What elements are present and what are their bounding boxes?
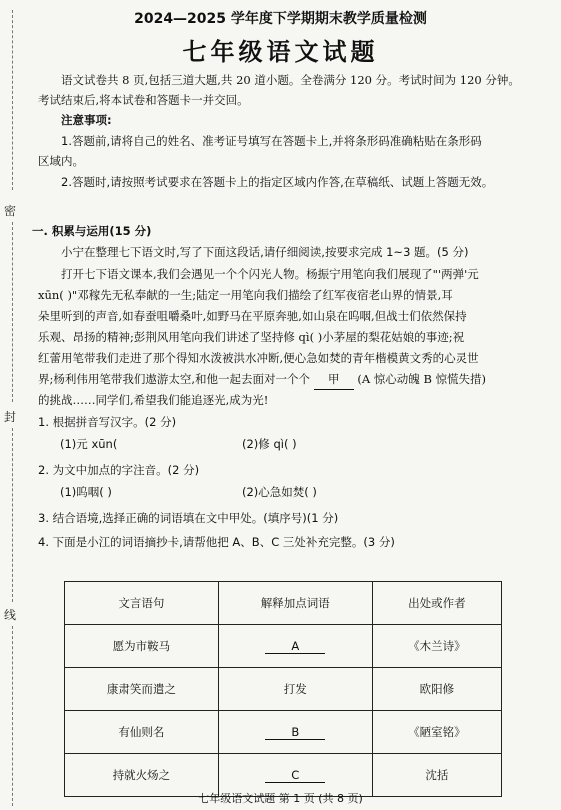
table-cell: 《陋室铭》 (372, 711, 501, 754)
passage-blank-jia: 甲 (314, 369, 354, 390)
seal-char-xian: 线 (4, 608, 17, 622)
question-1: 1. 根据拼音写汉字。(2 分) (38, 415, 177, 429)
question-2-a: (1)呜咽( ) (60, 485, 112, 499)
column-header: 解释加点词语 (218, 582, 372, 625)
notes-item-2: 2.答题时,请按照考试要求在答题卡上的指定区域内作答,在草稿纸、试题上答题无效。 (61, 175, 494, 189)
column-header: 文言语句 (65, 582, 219, 625)
intro-line-1: 语文试卷共 8 页,包括三道大题,共 20 道小题。全卷满分 120 分。考试时间为 120 分钟。 (61, 73, 520, 87)
seal-char-feng: 封 (4, 410, 17, 424)
table-cell: 康肃笑而遣之 (65, 668, 219, 711)
seal-dash-line (12, 626, 14, 806)
answer-blank-c: C (265, 768, 325, 783)
passage-line: 乐观、昂扬的精神;彭荆风用笔向我们讲述了坚持修 qì( )小茅屋的梨花姑娘的事迹;祝 (38, 330, 465, 344)
question-4: 4. 下面是小江的词语摘抄卡,请帮他把 A、B、C 三处补充完整。(3 分) (38, 535, 395, 549)
subject-title: 七年级语文试题 (182, 37, 379, 66)
table-row (65, 625, 502, 668)
notes-heading: 注意事项: (61, 113, 112, 127)
table-cell: 持就火炀之 (65, 754, 219, 797)
seal-char-mi: 密 (4, 204, 17, 218)
table-cell: 欧阳修 (372, 668, 501, 711)
notes-item-1b: 区域内。 (38, 154, 84, 168)
table-cell: 愿为市鞍马 (65, 625, 219, 668)
answer-blank-a: A (265, 639, 325, 654)
table-cell: 有仙则名 (65, 711, 219, 754)
column-header: 出处或作者 (372, 582, 501, 625)
table-header-row (65, 582, 502, 625)
passage-line: 朵里听到的声音,如春蚕咀嚼桑叶,如野马在平原奔驰,如山泉在呜咽,但战士们依然保持 (38, 309, 467, 323)
seal-dash-line (12, 222, 14, 402)
passage-text: 界;杨利伟用笔带我们遨游太空,和他一起去面对一个个 (38, 372, 311, 386)
table-row (65, 711, 502, 754)
notes-item-1a: 1.答题前,请将自己的姓名、准考证号填写在答题卡上,并将条形码准确粘贴在条形码 (61, 134, 482, 148)
section-heading: 一. 积累与运用(15 分) (32, 224, 152, 238)
seal-line-margin (0, 0, 30, 810)
intro-line-2: 考试结束后,将本试卷和答题卡一并交回。 (38, 93, 249, 107)
answer-blank-b: B (265, 725, 325, 740)
exam-title: 2024—2025 学年度下学期期末教学质量检测 (134, 11, 427, 27)
question-1-b: (2)修 qì( ) (242, 437, 297, 451)
passage-line-with-blank (38, 369, 550, 390)
passage-options: (A 惊心动魄 B 惊慌失措) (357, 372, 487, 386)
question-2-b: (2)心急如焚( ) (242, 485, 317, 499)
page-footer: 七年级语文试题 第 1 页 (共 8 页) (198, 792, 363, 805)
section-intro: 小宁在整理七下语文时,写了下面这段话,请仔细阅读,按要求完成 1~3 题。(5 分) (61, 245, 469, 259)
table-cell-blank (218, 711, 372, 754)
passage-line: 红蕾用笔带我们走进了那个得知水泼被洪水冲断,便心急如焚的青年楷模黄文秀的心灵世 (38, 351, 479, 365)
table-cell-blank (218, 625, 372, 668)
vocab-card-table (64, 581, 502, 797)
question-3: 3. 结合语境,选择正确的词语填在文中甲处。(填序号)(1 分) (38, 511, 339, 525)
question-1-a: (1)元 xūn( (60, 437, 118, 451)
table-cell: 沈括 (372, 754, 501, 797)
table-cell: 打发 (218, 668, 372, 711)
passage-end: 的挑战……同学们,希望我们能追逐光,成为光! (38, 393, 269, 407)
seal-dash-line (12, 428, 14, 602)
table-cell: 《木兰诗》 (372, 625, 501, 668)
passage-line: xūn( )"邓稼先无私奉献的一生;陆定一用笔向我们描绘了红军夜宿老山界的情景,耳 (38, 288, 453, 302)
question-2: 2. 为文中加点的字注音。(2 分) (38, 463, 200, 477)
passage-line: 打开七下语文课本,我们会遇见一个个闪光人物。杨振宁用笔向我们展现了"'两弹'元 (61, 267, 479, 281)
table-row (65, 668, 502, 711)
